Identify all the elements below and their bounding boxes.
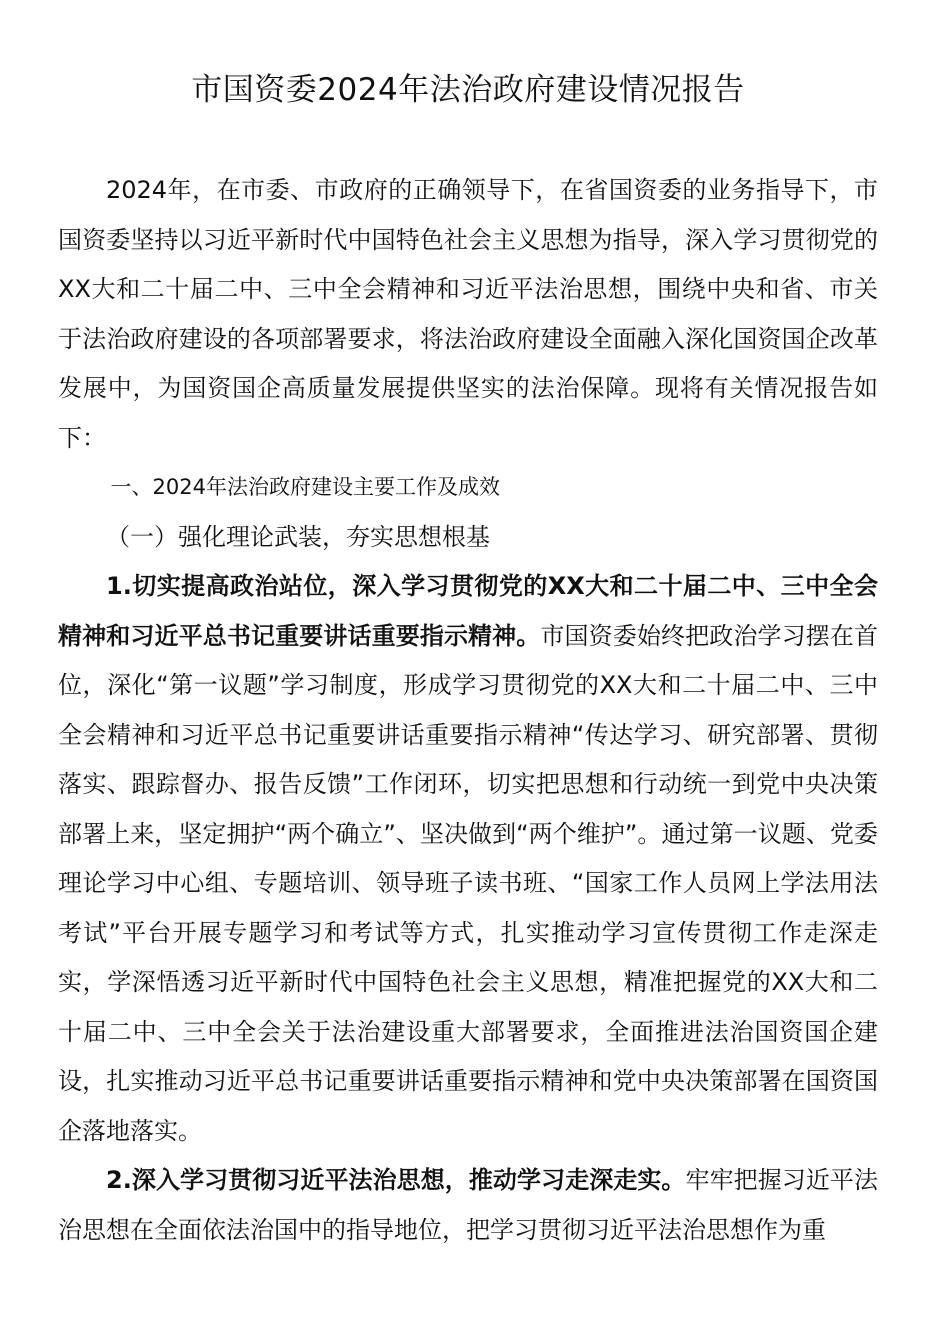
- item-1-text: 市国资委始终把政治学习摆在首位，深化“第一议题”学习制度，形成学习贯彻党的XX大和二十届二中、三中全会精神和习近平总书记重要讲话重要指示精神“传达学习、研究部署、贯彻落实、跟踪督办、报告反馈”工作闭环，切实把思想和行动统一到党中央决策部署上来，坚定拥护“两个确立”、坚决做到“两个维护”。通过第一议题、党委理论学习中心组、专题培训、领导班子读书班、“国家工作人员网上学法用法考试”平台开展专题学习和考试等方式，扎实推动学习宣传贯彻工作走深走实，学深悟透习近平新时代中国特色社会主义思想，精准把握党的XX大和二十届二中、三中全会关于法治建设重大部署要求，全面推进法治国资国企建设，扎实推动习近平总书记重要讲话重要指示精神和党中央决策部署在国资国企落地落实。: [58, 621, 879, 1145]
- document-title: 市国资委2024年法治政府建设情况报告: [191, 72, 745, 108]
- item-1-lead: 1.切实提高政治站位，深入学习贯彻党的XX大和二十届二中、三中全会精神和习近平总书记重要讲话重要指示精神。: [58, 572, 878, 650]
- document-page: [58, 64, 878, 1255]
- section-heading-1: 一、2024年法治政府建设主要工作及成效: [110, 475, 500, 499]
- document-body: [58, 166, 878, 1255]
- item-2-lead: 2.深入学习贯彻习近平法治思想，推动学习走深走实。: [106, 1166, 686, 1194]
- item-1-paragraph: [58, 562, 878, 1156]
- subsection-heading-1: （一）强化理论武装，夯实思想根基: [106, 522, 490, 551]
- item-2-paragraph: [58, 1156, 878, 1255]
- intro-paragraph: 2024年，在市委、市政府的正确领导下，在省国资委的业务指导下，市国资委坚持以习近平新时代中国特色社会主义思想为指导，深入学习贯彻党的XX大和二十届二中、三中全会精神和习近平法治思想，围绕中央和省、市关于法治政府建设的各项部署要求，将法治政府建设全面融入深化国资国企改革发展中，为国资国企高质量发展提供坚实的法治保障。现将有关情况报告如下：: [58, 176, 878, 452]
- item-2-text: 牢牢把握习近平法治思想在全面依法治国中的指导地位，把学习贯彻习近平法治思想作为重: [58, 1166, 878, 1244]
